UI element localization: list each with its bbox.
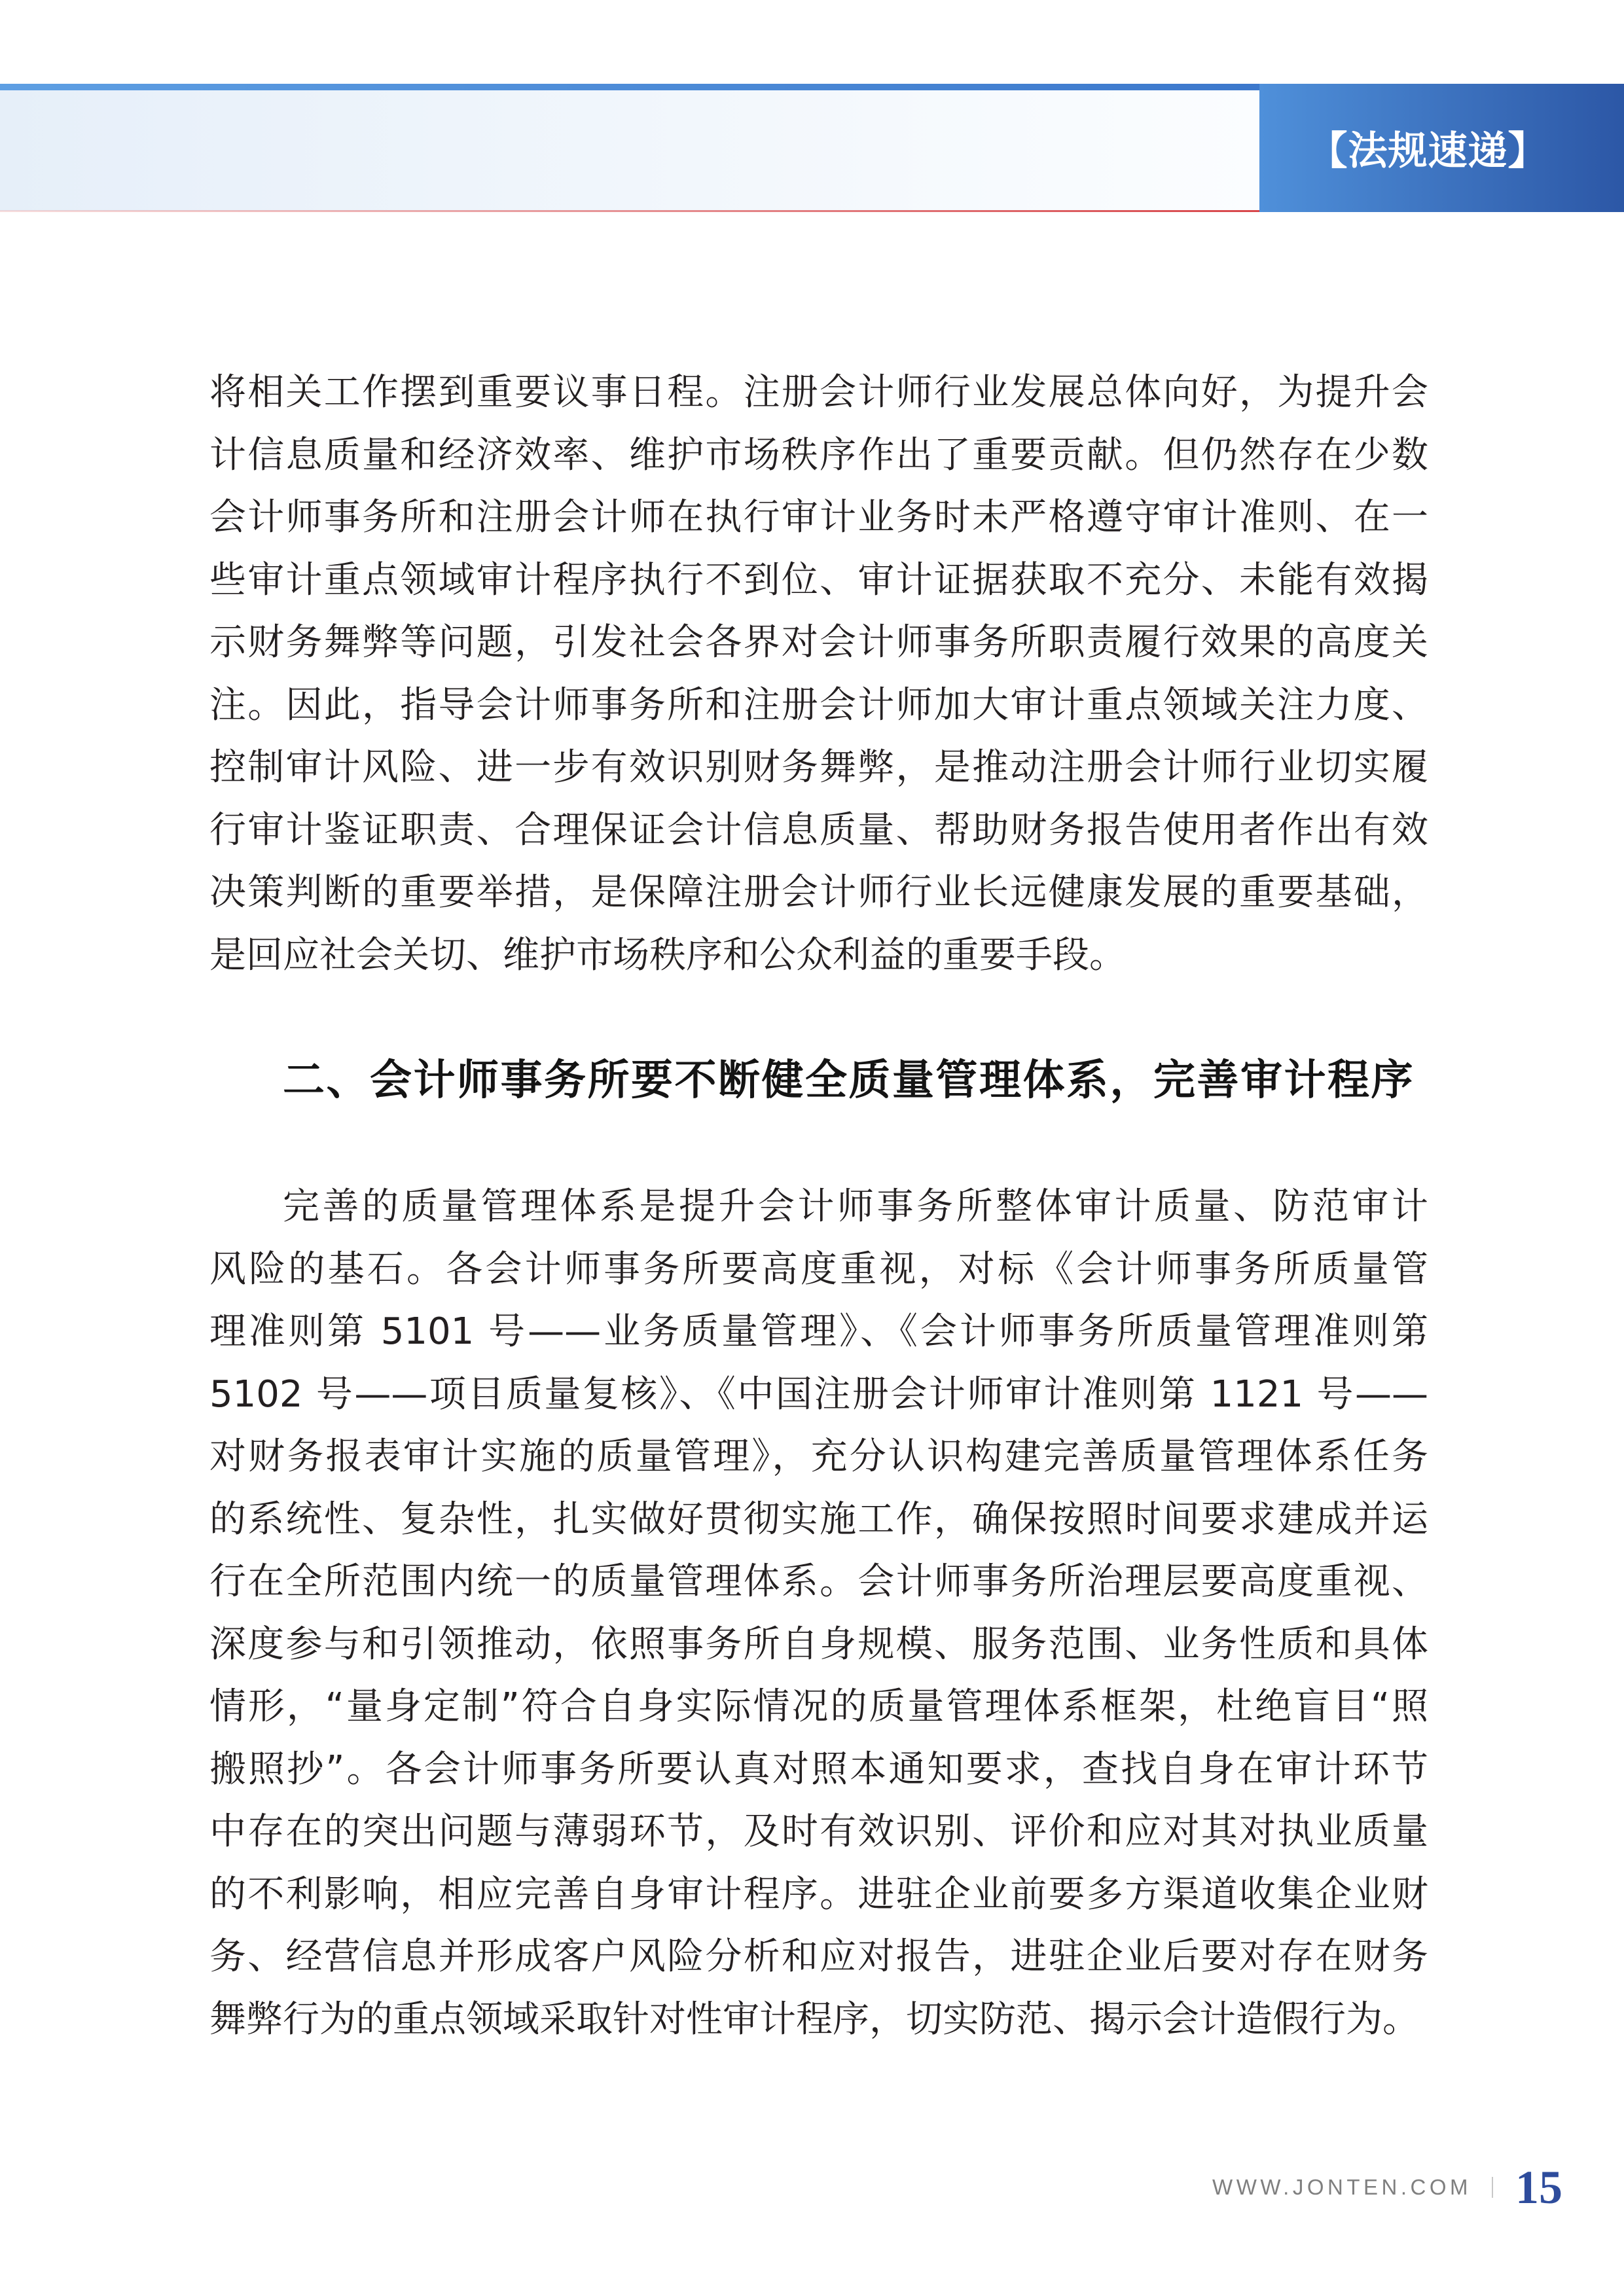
section-heading: 二、会计师事务所要不断健全质量管理体系，完善审计程序 [283, 1056, 1415, 1105]
paragraph-line: 的系统性、复杂性，扎实做好贯彻实施工作，确保按照时间要求建成并运 [209, 1498, 1428, 1541]
paragraph-line: 是回应社会关切、维护市场秩序和公众利益的重要手段。 [209, 933, 1126, 977]
page-number: 15 [1515, 2161, 1562, 2214]
header-rule [0, 210, 1259, 212]
paragraph-line: 中存在的突出问题与薄弱环节，及时有效识别、评价和应对其对执业质量 [209, 1810, 1428, 1853]
paragraph-line: 注。因此，指导会计师事务所和注册会计师加大审计重点领域关注力度、 [209, 683, 1428, 726]
paragraph-line: 深度参与和引领推动，依照事务所自身规模、服务范围、业务性质和具体 [209, 1623, 1428, 1666]
paragraph-line: 风险的基石。各会计师事务所要高度重视，对标《会计师事务所质量管 [209, 1247, 1428, 1291]
paragraph-line: 示财务舞弊等问题，引发社会各界对会计师事务所职责履行效果的高度关 [209, 621, 1428, 664]
paragraph-line: 计信息质量和经济效率、维护市场秩序作出了重要贡献。但仍然存在少数 [209, 433, 1428, 476]
paragraph-line: 5102 号——项目质量复核》、《中国注册会计师审计准则第 1121 号—— [209, 1372, 1428, 1416]
footer-divider [1492, 2177, 1493, 2198]
paragraph-line: 的不利影响，相应完善自身审计程序。进驻企业前要多方渠道收集企业财 [209, 1873, 1428, 1916]
paragraph-line: 些审计重点领域审计程序执行不到位、审计证据获取不充分、未能有效揭 [209, 558, 1428, 601]
paragraph-line: 完善的质量管理体系是提升会计师事务所整体审计质量、防范审计 [283, 1185, 1428, 1228]
paragraph-2 [209, 1175, 1428, 2051]
section-tag: 【法规速递】 [1308, 128, 1548, 174]
paragraph-line: 对财务报表审计实施的质量管理》，充分认识构建完善质量管理体系任务 [209, 1435, 1428, 1478]
header-accent-line [0, 84, 1259, 90]
website-url: WWW.JONTEN.COM [1212, 2175, 1471, 2199]
paragraph-line: 务、经营信息并形成客户风险分析和应对报告，进驻企业后要对存在财务 [209, 1935, 1428, 1978]
paragraph-line: 行在全所范围内统一的质量管理体系。会计师事务所治理层要高度重视、 [209, 1560, 1428, 1603]
header-band [0, 90, 1259, 211]
section-tag-box [1259, 84, 1624, 212]
paragraph-line: 行审计鉴证职责、合理保证会计信息质量、帮助财务报告使用者作出有效 [209, 808, 1428, 852]
paragraph-line: 决策判断的重要举措，是保障注册会计师行业长远健康发展的重要基础， [209, 871, 1428, 914]
paragraph-line: 控制审计风险、进一步有效识别财务舞弊，是推动注册会计师行业切实履 [209, 746, 1428, 789]
paragraph-line: 舞弊行为的重点领域采取针对性审计程序，切实防范、揭示会计造假行为。 [209, 1998, 1419, 2041]
paragraph-line: 情形，“量身定制”符合自身实际情况的质量管理体系框架，杜绝盲目“照 [209, 1685, 1428, 1728]
paragraph-line: 搬照抄”。各会计师事务所要认真对照本通知要求，查找自身在审计环节 [209, 1748, 1428, 1791]
paragraph-line: 将相关工作摆到重要议事日程。注册会计师行业发展总体向好，为提升会 [209, 371, 1428, 414]
paragraph-line: 理准则第 5101 号——业务质量管理》、《会计师事务所质量管理准则第 [209, 1310, 1428, 1353]
paragraph-line: 会计师事务所和注册会计师在执行审计业务时未严格遵守审计准则、在一 [209, 496, 1428, 539]
page-footer [1212, 2160, 1562, 2215]
paragraph-1 [209, 361, 1428, 986]
